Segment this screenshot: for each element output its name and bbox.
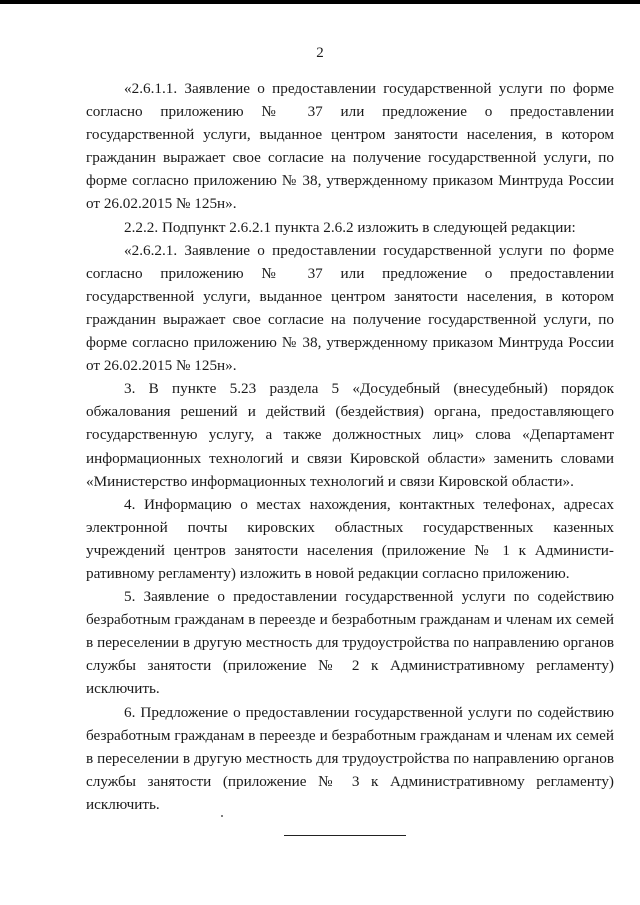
text-line: учреждений центров занятости населения (приложение № 1 к Администи-	[86, 541, 614, 559]
text-line: гражданин выражает свое согласие на получение государственной услуги, по	[86, 310, 614, 328]
paragraph	[86, 585, 614, 700]
text-line: в переселении в другую местность для трудоустройства по направлению органов	[86, 634, 614, 652]
text-line: «2.6.2.1. Заявление о предоставлении государственной услуги по форме	[124, 241, 614, 259]
text-line: 3. В пункте 5.23 раздела 5 «Досудебный (внесудебный) порядок	[124, 380, 614, 398]
text-line: форме согласно приложению № 38, утвержденному приказом Минтруда России	[86, 334, 614, 352]
text-line: исключить.	[86, 795, 160, 813]
text-line: электронной почты кировских областных государственных казенных	[86, 518, 614, 536]
text-line: безработным гражданам в переезде и безработным гражданам и членам их семей	[86, 726, 614, 744]
closing-line	[284, 835, 406, 836]
text-line: 4. Информацию о местах нахождения, контактных телефонах, адресах	[124, 495, 614, 513]
text-line: государственную услугу, а также должностных лиц» слова «Департамент	[86, 426, 614, 444]
paragraph	[86, 216, 614, 239]
text-line: гражданин выражает свое согласие на получение государственной услуги, по	[86, 149, 614, 167]
stray-mark	[221, 815, 223, 817]
paragraph	[86, 377, 614, 492]
text-line: согласно приложению № 37 или предложение о предоставлении	[86, 103, 614, 121]
text-line: обжалования решений и действий (бездействия) органа, предоставляющего	[86, 403, 614, 421]
text-line: ративному регламенту) изложить в новой редакции согласно приложению.	[86, 564, 570, 582]
document-body	[86, 77, 614, 816]
paragraph	[86, 493, 614, 585]
text-line: службы занятости (приложение № 2 к Административному регламенту)	[86, 657, 614, 675]
text-line: «2.6.1.1. Заявление о предоставлении государственной услуги по форме	[124, 80, 614, 97]
paragraph	[86, 77, 614, 216]
text-line: от 26.02.2015 № 125н».	[86, 357, 237, 375]
text-line: «Министерство информационных технологий и связи Кировской области».	[86, 472, 574, 490]
text-line: исключить.	[86, 680, 160, 698]
text-line: безработным гражданам в переезде и безработным гражданам и членам их семей	[86, 611, 614, 629]
paragraph	[86, 239, 614, 378]
text-line: 2.2.2. Подпункт 2.6.2.1 пункта 2.6.2 изложить в следующей редакции:	[124, 218, 576, 236]
text-line: форме согласно приложению № 38, утвержденному приказом Минтруда России	[86, 172, 614, 190]
page-number: 2	[316, 45, 324, 61]
text-line: от 26.02.2015 № 125н».	[86, 195, 237, 213]
text-line: государственной услуги, выданное центром занятости населения, в котором	[86, 126, 614, 144]
text-line: в переселении в другую местность для трудоустройства по направлению органов	[86, 749, 614, 767]
text-line: службы занятости (приложение № 3 к Административному регламенту)	[86, 772, 614, 790]
text-line: 6. Предложение о предоставлении государственной услуги по содействию	[124, 703, 614, 721]
top-border-line	[0, 0, 640, 4]
text-line: 5. Заявление о предоставлении государственной услуги по содействию	[124, 588, 614, 606]
paragraph	[86, 701, 614, 816]
text-line: государственной услуги, выданное центром занятости населения, в котором	[86, 287, 614, 305]
text-line: информационных технологий и связи Кировской области» заменить словами	[86, 449, 614, 467]
text-line: согласно приложению № 37 или предложение о предоставлении	[86, 264, 614, 282]
